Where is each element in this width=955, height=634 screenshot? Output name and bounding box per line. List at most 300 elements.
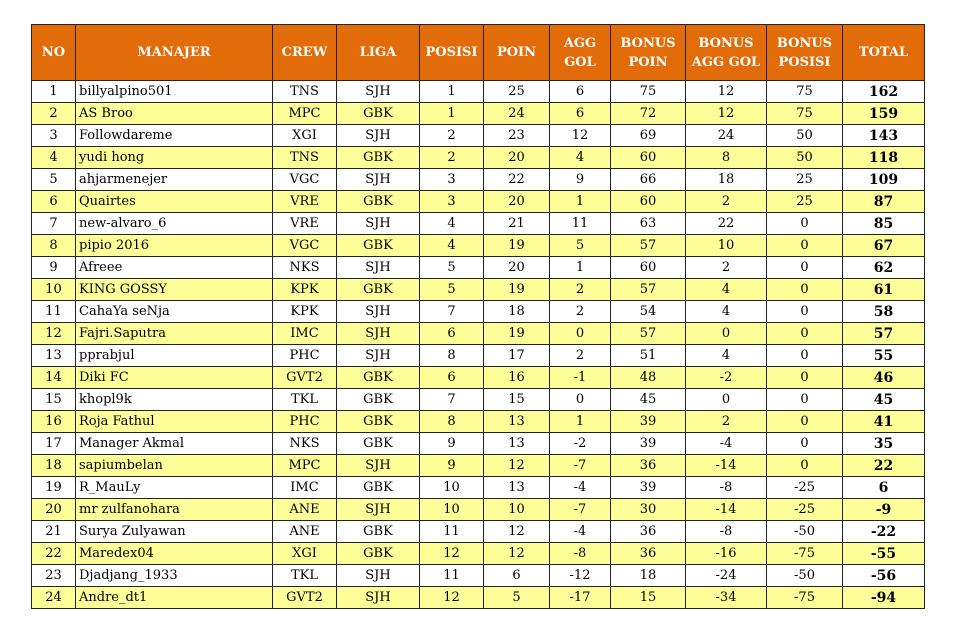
cell-manajer: billyalpino501 <box>76 81 273 103</box>
cell-manajer: Followdareme <box>76 125 273 147</box>
cell-poin: 10 <box>484 499 550 521</box>
cell-total: 45 <box>843 389 925 411</box>
cell-bonus-posisi: 0 <box>767 345 843 367</box>
table-row <box>32 543 925 565</box>
cell-bonus-agg-gol: 0 <box>686 323 767 345</box>
cell-poin: 6 <box>484 565 550 587</box>
cell-crew: MPC <box>273 103 337 125</box>
cell-posisi: 5 <box>420 279 484 301</box>
cell-liga: GBK <box>337 389 420 411</box>
table-row <box>32 565 925 587</box>
cell-manajer: Roja Fathul <box>76 411 273 433</box>
cell-liga: SJH <box>337 323 420 345</box>
cell-posisi: 3 <box>420 169 484 191</box>
cell-agg-gol: 11 <box>550 213 611 235</box>
cell-agg-gol: -2 <box>550 433 611 455</box>
cell-liga: GBK <box>337 521 420 543</box>
cell-poin: 22 <box>484 169 550 191</box>
cell-total: 55 <box>843 345 925 367</box>
cell-poin: 19 <box>484 279 550 301</box>
cell-bonus-agg-gol: 2 <box>686 411 767 433</box>
cell-posisi: 5 <box>420 257 484 279</box>
cell-crew: TKL <box>273 565 337 587</box>
cell-crew: VGC <box>273 235 337 257</box>
cell-bonus-agg-gol: -14 <box>686 499 767 521</box>
cell-bonus-posisi: -75 <box>767 587 843 609</box>
cell-manajer: Manager Akmal <box>76 433 273 455</box>
cell-bonus-poin: 66 <box>611 169 686 191</box>
cell-posisi: 1 <box>420 103 484 125</box>
table-row <box>32 147 925 169</box>
cell-bonus-posisi: 0 <box>767 235 843 257</box>
cell-manajer: Maredex04 <box>76 543 273 565</box>
cell-liga: GBK <box>337 367 420 389</box>
table-row <box>32 257 925 279</box>
cell-bonus-poin: 72 <box>611 103 686 125</box>
cell-posisi: 6 <box>420 367 484 389</box>
cell-bonus-agg-gol: 4 <box>686 301 767 323</box>
cell-crew: IMC <box>273 323 337 345</box>
cell-total: -55 <box>843 543 925 565</box>
cell-crew: ANE <box>273 499 337 521</box>
cell-no: 9 <box>32 257 76 279</box>
cell-total: 46 <box>843 367 925 389</box>
cell-agg-gol: -7 <box>550 455 611 477</box>
cell-bonus-agg-gol: 24 <box>686 125 767 147</box>
cell-total: 143 <box>843 125 925 147</box>
cell-total: 22 <box>843 455 925 477</box>
cell-bonus-poin: 39 <box>611 477 686 499</box>
cell-no: 5 <box>32 169 76 191</box>
cell-crew: MPC <box>273 455 337 477</box>
cell-manajer: Surya Zulyawan <box>76 521 273 543</box>
cell-crew: GVT2 <box>273 367 337 389</box>
cell-total: 118 <box>843 147 925 169</box>
cell-crew: ANE <box>273 521 337 543</box>
cell-agg-gol: 12 <box>550 125 611 147</box>
cell-total: -9 <box>843 499 925 521</box>
table-row <box>32 499 925 521</box>
cell-crew: TNS <box>273 81 337 103</box>
cell-liga: GBK <box>337 543 420 565</box>
cell-total: 35 <box>843 433 925 455</box>
cell-agg-gol: 2 <box>550 345 611 367</box>
cell-poin: 23 <box>484 125 550 147</box>
cell-bonus-posisi: 0 <box>767 279 843 301</box>
cell-crew: PHC <box>273 411 337 433</box>
cell-liga: SJH <box>337 587 420 609</box>
cell-liga: SJH <box>337 125 420 147</box>
cell-bonus-poin: 36 <box>611 521 686 543</box>
header-total: TOTAL <box>843 25 925 81</box>
table-row <box>32 301 925 323</box>
cell-total: 58 <box>843 301 925 323</box>
cell-poin: 17 <box>484 345 550 367</box>
cell-total: 62 <box>843 257 925 279</box>
table-row <box>32 389 925 411</box>
cell-agg-gol: 0 <box>550 389 611 411</box>
cell-bonus-posisi: 0 <box>767 323 843 345</box>
table-row <box>32 279 925 301</box>
header-no: NO <box>32 25 76 81</box>
cell-posisi: 2 <box>420 147 484 169</box>
cell-posisi: 9 <box>420 455 484 477</box>
table-row <box>32 411 925 433</box>
cell-bonus-poin: 57 <box>611 235 686 257</box>
cell-bonus-agg-gol: -24 <box>686 565 767 587</box>
table-row <box>32 433 925 455</box>
cell-agg-gol: -4 <box>550 477 611 499</box>
cell-manajer: CahaYa seNja <box>76 301 273 323</box>
cell-posisi: 7 <box>420 389 484 411</box>
cell-posisi: 12 <box>420 587 484 609</box>
cell-bonus-agg-gol: -4 <box>686 433 767 455</box>
cell-bonus-agg-gol: 8 <box>686 147 767 169</box>
cell-poin: 13 <box>484 433 550 455</box>
cell-poin: 20 <box>484 191 550 213</box>
cell-posisi: 10 <box>420 477 484 499</box>
cell-liga: GBK <box>337 103 420 125</box>
cell-crew: TNS <box>273 147 337 169</box>
table-row <box>32 345 925 367</box>
cell-agg-gol: -4 <box>550 521 611 543</box>
cell-bonus-posisi: -75 <box>767 543 843 565</box>
cell-bonus-posisi: 0 <box>767 367 843 389</box>
cell-bonus-posisi: -50 <box>767 565 843 587</box>
cell-no: 2 <box>32 103 76 125</box>
cell-manajer: KING GOSSY <box>76 279 273 301</box>
standings-table <box>31 24 925 609</box>
cell-bonus-poin: 18 <box>611 565 686 587</box>
cell-posisi: 12 <box>420 543 484 565</box>
cell-manajer: pprabjul <box>76 345 273 367</box>
cell-total: -56 <box>843 565 925 587</box>
header-poin: POIN <box>484 25 550 81</box>
cell-crew: PHC <box>273 345 337 367</box>
cell-agg-gol: 5 <box>550 235 611 257</box>
cell-bonus-poin: 45 <box>611 389 686 411</box>
cell-bonus-posisi: 50 <box>767 125 843 147</box>
cell-bonus-agg-gol: -14 <box>686 455 767 477</box>
cell-no: 24 <box>32 587 76 609</box>
cell-total: 85 <box>843 213 925 235</box>
header-crew: CREW <box>273 25 337 81</box>
cell-posisi: 10 <box>420 499 484 521</box>
cell-total: 159 <box>843 103 925 125</box>
cell-posisi: 7 <box>420 301 484 323</box>
cell-bonus-posisi: 0 <box>767 433 843 455</box>
cell-manajer: khopl9k <box>76 389 273 411</box>
cell-crew: VGC <box>273 169 337 191</box>
cell-liga: GBK <box>337 191 420 213</box>
cell-agg-gol: 2 <box>550 301 611 323</box>
cell-liga: SJH <box>337 81 420 103</box>
cell-crew: GVT2 <box>273 587 337 609</box>
cell-agg-gol: 0 <box>550 323 611 345</box>
cell-crew: TKL <box>273 389 337 411</box>
cell-bonus-agg-gol: 18 <box>686 169 767 191</box>
cell-bonus-agg-gol: -34 <box>686 587 767 609</box>
cell-bonus-posisi: 25 <box>767 191 843 213</box>
cell-bonus-agg-gol: 4 <box>686 345 767 367</box>
cell-bonus-agg-gol: 12 <box>686 81 767 103</box>
cell-no: 17 <box>32 433 76 455</box>
cell-no: 21 <box>32 521 76 543</box>
cell-agg-gol: 1 <box>550 411 611 433</box>
cell-agg-gol: 1 <box>550 257 611 279</box>
cell-bonus-poin: 63 <box>611 213 686 235</box>
cell-bonus-posisi: 50 <box>767 147 843 169</box>
table-row <box>32 103 925 125</box>
cell-no: 6 <box>32 191 76 213</box>
cell-posisi: 11 <box>420 565 484 587</box>
cell-posisi: 3 <box>420 191 484 213</box>
cell-total: 67 <box>843 235 925 257</box>
cell-liga: GBK <box>337 279 420 301</box>
cell-bonus-agg-gol: 2 <box>686 191 767 213</box>
cell-liga: SJH <box>337 257 420 279</box>
table-row <box>32 587 925 609</box>
cell-agg-gol: 1 <box>550 191 611 213</box>
cell-no: 15 <box>32 389 76 411</box>
cell-total: -22 <box>843 521 925 543</box>
cell-bonus-poin: 54 <box>611 301 686 323</box>
cell-manajer: Fajri.Saputra <box>76 323 273 345</box>
cell-bonus-agg-gol: -16 <box>686 543 767 565</box>
table-row <box>32 81 925 103</box>
cell-bonus-poin: 60 <box>611 191 686 213</box>
table-body <box>32 81 925 609</box>
cell-bonus-posisi: -25 <box>767 499 843 521</box>
cell-bonus-agg-gol: 10 <box>686 235 767 257</box>
header-agg-gol: AGG GOL <box>550 25 611 81</box>
cell-poin: 24 <box>484 103 550 125</box>
cell-manajer: Andre_dt1 <box>76 587 273 609</box>
cell-poin: 19 <box>484 323 550 345</box>
table-row <box>32 191 925 213</box>
header-liga: LIGA <box>337 25 420 81</box>
header-bonus-agg-gol: BONUS AGG GOL <box>686 25 767 81</box>
cell-poin: 20 <box>484 147 550 169</box>
table-row <box>32 169 925 191</box>
cell-no: 13 <box>32 345 76 367</box>
cell-manajer: sapiumbelan <box>76 455 273 477</box>
cell-no: 7 <box>32 213 76 235</box>
table-row <box>32 125 925 147</box>
cell-liga: SJH <box>337 213 420 235</box>
cell-no: 10 <box>32 279 76 301</box>
cell-agg-gol: -17 <box>550 587 611 609</box>
cell-no: 12 <box>32 323 76 345</box>
cell-agg-gol: 9 <box>550 169 611 191</box>
cell-posisi: 8 <box>420 411 484 433</box>
cell-bonus-posisi: 0 <box>767 455 843 477</box>
cell-no: 20 <box>32 499 76 521</box>
cell-bonus-posisi: 0 <box>767 389 843 411</box>
cell-no: 1 <box>32 81 76 103</box>
cell-poin: 21 <box>484 213 550 235</box>
cell-total: 57 <box>843 323 925 345</box>
cell-crew: XGI <box>273 543 337 565</box>
cell-bonus-poin: 60 <box>611 147 686 169</box>
cell-bonus-agg-gol: 4 <box>686 279 767 301</box>
cell-posisi: 8 <box>420 345 484 367</box>
cell-poin: 5 <box>484 587 550 609</box>
cell-bonus-poin: 57 <box>611 279 686 301</box>
cell-posisi: 2 <box>420 125 484 147</box>
cell-manajer: yudi hong <box>76 147 273 169</box>
header-bonus-poin: BONUS POIN <box>611 25 686 81</box>
cell-bonus-agg-gol: 2 <box>686 257 767 279</box>
cell-bonus-poin: 15 <box>611 587 686 609</box>
cell-no: 14 <box>32 367 76 389</box>
cell-crew: KPK <box>273 279 337 301</box>
cell-bonus-posisi: 25 <box>767 169 843 191</box>
cell-agg-gol: 6 <box>550 103 611 125</box>
cell-manajer: Diki FC <box>76 367 273 389</box>
cell-manajer: Quairtes <box>76 191 273 213</box>
cell-bonus-poin: 36 <box>611 543 686 565</box>
cell-poin: 20 <box>484 257 550 279</box>
cell-bonus-poin: 51 <box>611 345 686 367</box>
cell-manajer: R_MauLy <box>76 477 273 499</box>
cell-poin: 12 <box>484 455 550 477</box>
cell-liga: GBK <box>337 433 420 455</box>
cell-bonus-agg-gol: -8 <box>686 521 767 543</box>
cell-bonus-posisi: 0 <box>767 257 843 279</box>
cell-poin: 16 <box>484 367 550 389</box>
cell-no: 23 <box>32 565 76 587</box>
cell-manajer: pipio 2016 <box>76 235 273 257</box>
cell-agg-gol: -7 <box>550 499 611 521</box>
cell-manajer: AS Broo <box>76 103 273 125</box>
cell-total: 109 <box>843 169 925 191</box>
cell-bonus-poin: 69 <box>611 125 686 147</box>
cell-crew: XGI <box>273 125 337 147</box>
cell-poin: 12 <box>484 543 550 565</box>
cell-bonus-posisi: 0 <box>767 213 843 235</box>
cell-poin: 18 <box>484 301 550 323</box>
table-row <box>32 477 925 499</box>
cell-bonus-agg-gol: 12 <box>686 103 767 125</box>
cell-crew: NKS <box>273 433 337 455</box>
cell-agg-gol: -12 <box>550 565 611 587</box>
cell-liga: SJH <box>337 301 420 323</box>
cell-total: 61 <box>843 279 925 301</box>
cell-liga: GBK <box>337 411 420 433</box>
table-row <box>32 213 925 235</box>
cell-agg-gol: 6 <box>550 81 611 103</box>
cell-total: 6 <box>843 477 925 499</box>
cell-bonus-agg-gol: 0 <box>686 389 767 411</box>
cell-no: 4 <box>32 147 76 169</box>
cell-poin: 25 <box>484 81 550 103</box>
table-row <box>32 521 925 543</box>
cell-bonus-poin: 60 <box>611 257 686 279</box>
cell-no: 8 <box>32 235 76 257</box>
cell-bonus-poin: 30 <box>611 499 686 521</box>
cell-bonus-posisi: -25 <box>767 477 843 499</box>
cell-posisi: 11 <box>420 521 484 543</box>
cell-posisi: 1 <box>420 81 484 103</box>
cell-bonus-posisi: 75 <box>767 103 843 125</box>
header-row <box>32 25 925 81</box>
cell-bonus-posisi: 0 <box>767 411 843 433</box>
cell-no: 22 <box>32 543 76 565</box>
cell-total: 162 <box>843 81 925 103</box>
cell-bonus-poin: 36 <box>611 455 686 477</box>
cell-bonus-posisi: 75 <box>767 81 843 103</box>
cell-no: 11 <box>32 301 76 323</box>
cell-liga: GBK <box>337 147 420 169</box>
table-row <box>32 235 925 257</box>
cell-liga: SJH <box>337 455 420 477</box>
cell-liga: SJH <box>337 345 420 367</box>
cell-manajer: ahjarmenejer <box>76 169 273 191</box>
cell-liga: SJH <box>337 169 420 191</box>
cell-liga: SJH <box>337 565 420 587</box>
cell-crew: KPK <box>273 301 337 323</box>
cell-no: 3 <box>32 125 76 147</box>
cell-agg-gol: 4 <box>550 147 611 169</box>
cell-manajer: new-alvaro_6 <box>76 213 273 235</box>
cell-no: 16 <box>32 411 76 433</box>
cell-poin: 13 <box>484 411 550 433</box>
cell-bonus-agg-gol: 22 <box>686 213 767 235</box>
cell-total: -94 <box>843 587 925 609</box>
cell-agg-gol: -1 <box>550 367 611 389</box>
cell-bonus-poin: 48 <box>611 367 686 389</box>
cell-liga: GBK <box>337 477 420 499</box>
cell-posisi: 6 <box>420 323 484 345</box>
cell-liga: SJH <box>337 499 420 521</box>
cell-bonus-posisi: 0 <box>767 301 843 323</box>
cell-no: 18 <box>32 455 76 477</box>
header-posisi: POSISI <box>420 25 484 81</box>
cell-crew: VRE <box>273 213 337 235</box>
cell-posisi: 4 <box>420 235 484 257</box>
cell-bonus-agg-gol: -8 <box>686 477 767 499</box>
cell-no: 19 <box>32 477 76 499</box>
cell-manajer: mr zulfanohara <box>76 499 273 521</box>
table-row <box>32 367 925 389</box>
cell-manajer: Djadjang_1933 <box>76 565 273 587</box>
cell-agg-gol: -8 <box>550 543 611 565</box>
cell-liga: GBK <box>337 235 420 257</box>
cell-bonus-poin: 75 <box>611 81 686 103</box>
cell-poin: 13 <box>484 477 550 499</box>
cell-posisi: 9 <box>420 433 484 455</box>
cell-posisi: 4 <box>420 213 484 235</box>
cell-poin: 12 <box>484 521 550 543</box>
cell-crew: VRE <box>273 191 337 213</box>
cell-bonus-poin: 39 <box>611 433 686 455</box>
cell-bonus-posisi: -50 <box>767 521 843 543</box>
cell-bonus-poin: 39 <box>611 411 686 433</box>
cell-manajer: Afreee <box>76 257 273 279</box>
cell-total: 41 <box>843 411 925 433</box>
cell-bonus-agg-gol: -2 <box>686 367 767 389</box>
cell-bonus-poin: 57 <box>611 323 686 345</box>
cell-total: 87 <box>843 191 925 213</box>
cell-poin: 19 <box>484 235 550 257</box>
header-bonus-posisi: BONUS POSISI <box>767 25 843 81</box>
header-manajer: MANAJER <box>76 25 273 81</box>
cell-crew: NKS <box>273 257 337 279</box>
table-row <box>32 455 925 477</box>
cell-agg-gol: 2 <box>550 279 611 301</box>
cell-poin: 15 <box>484 389 550 411</box>
